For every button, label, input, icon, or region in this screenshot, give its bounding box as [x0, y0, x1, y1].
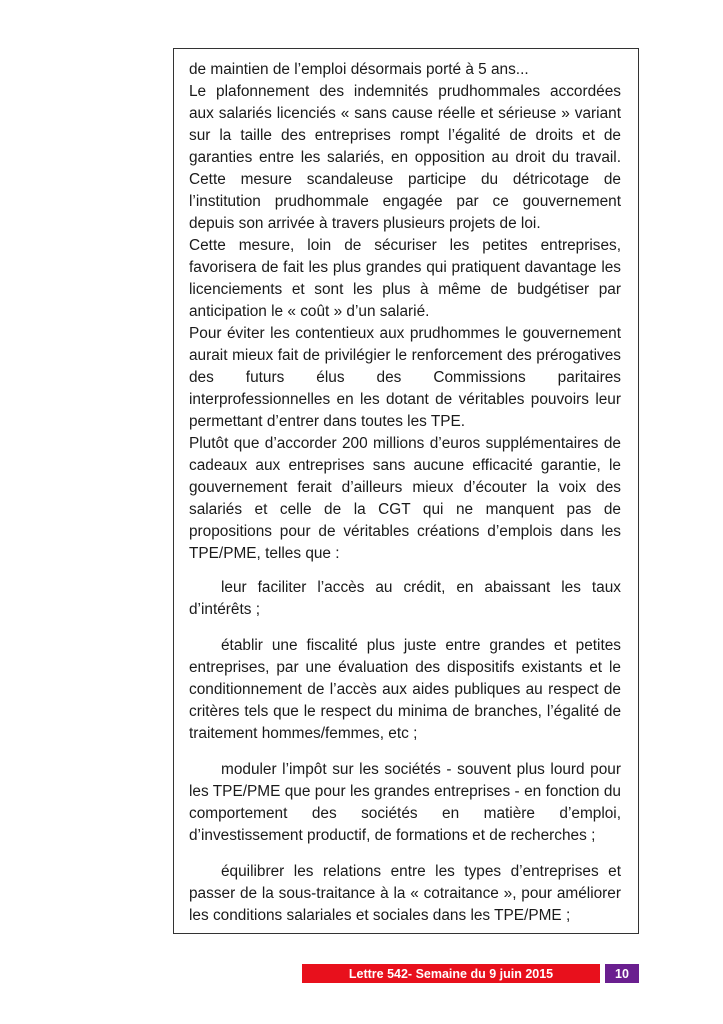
article-box — [173, 48, 639, 934]
page-number: 10 — [605, 964, 639, 983]
article-text — [189, 59, 621, 927]
proposal-item-credit: leur faciliter l’accès au crédit, en abaissant les taux d’intérêts ; — [189, 579, 621, 618]
paragraph-contentieux: Pour éviter les contentieux aux prudhommes le gouvernement aurait mieux fait de privilégier le renforcement des prérogatives des futurs élus des Commissions paritaires interprofessionnelles en les dotant de véritables pouvoirs leur permettant d’entrer dans toutes les TPE. — [189, 325, 621, 430]
paragraph-plafonnement: Le plafonnement des indemnités prudhommales accordées aux salariés licenciés « sans cause réelle et sérieuse » variant sur la taille des entreprises rompt l’égalité de droits et de garanties entre les salariés, en opposition au droit du travail. Cette mesure scandaleuse participe du détricotage de l’institution prudhommale engagée par ce gouvernement depuis son arrivée à travers plusieurs projets de loi. — [189, 83, 621, 232]
proposal-item-relations: équilibrer les relations entre les types d’entreprises et passer de la sous-traitance à la « cotraitance », pour améliorer les conditions salariales et sociales dans les TPE/PME ; — [189, 863, 621, 924]
paragraph-propositions: Plutôt que d’accorder 200 millions d’euros supplémentaires de cadeaux aux entreprises sans aucune efficacité garantie, le gouvernement ferait d’ailleurs mieux d’écouter la voix des salariés et celle de la CGT qui ne manquent pas de propositions pour de véritables créations d’emplois dans les TPE/PME, telles que : — [189, 435, 621, 562]
footer-banner — [302, 964, 639, 983]
proposal-item-impot: moduler l’impôt sur les sociétés - souvent plus lourd pour les TPE/PME que pour les grandes entreprises - en fonction du comportement des sociétés en matière d’emploi, d’investissement productif, de formations et de recherches ; — [189, 761, 621, 844]
paragraph-mesure: Cette mesure, loin de sécuriser les petites entreprises, favorisera de fait les plus grandes qui pratiquent davantage les licenciements et sont les plus à même de budgétiser par anticipation le « coût » d’un salarié. — [189, 237, 621, 320]
proposal-item-fiscalite: établir une fiscalité plus juste entre grandes et petites entreprises, par une évaluation des dispositifs existants et le conditionnement de l’accès aux aides publiques au respect de critères tels que le respect du minima de branches, l’égalité de traitement hommes/femmes, etc ; — [189, 637, 621, 742]
newsletter-title: Lettre 542- Semaine du 9 juin 2015 — [302, 964, 600, 983]
paragraph-continuation: de maintien de l’emploi désormais porté à 5 ans... — [189, 61, 529, 78]
